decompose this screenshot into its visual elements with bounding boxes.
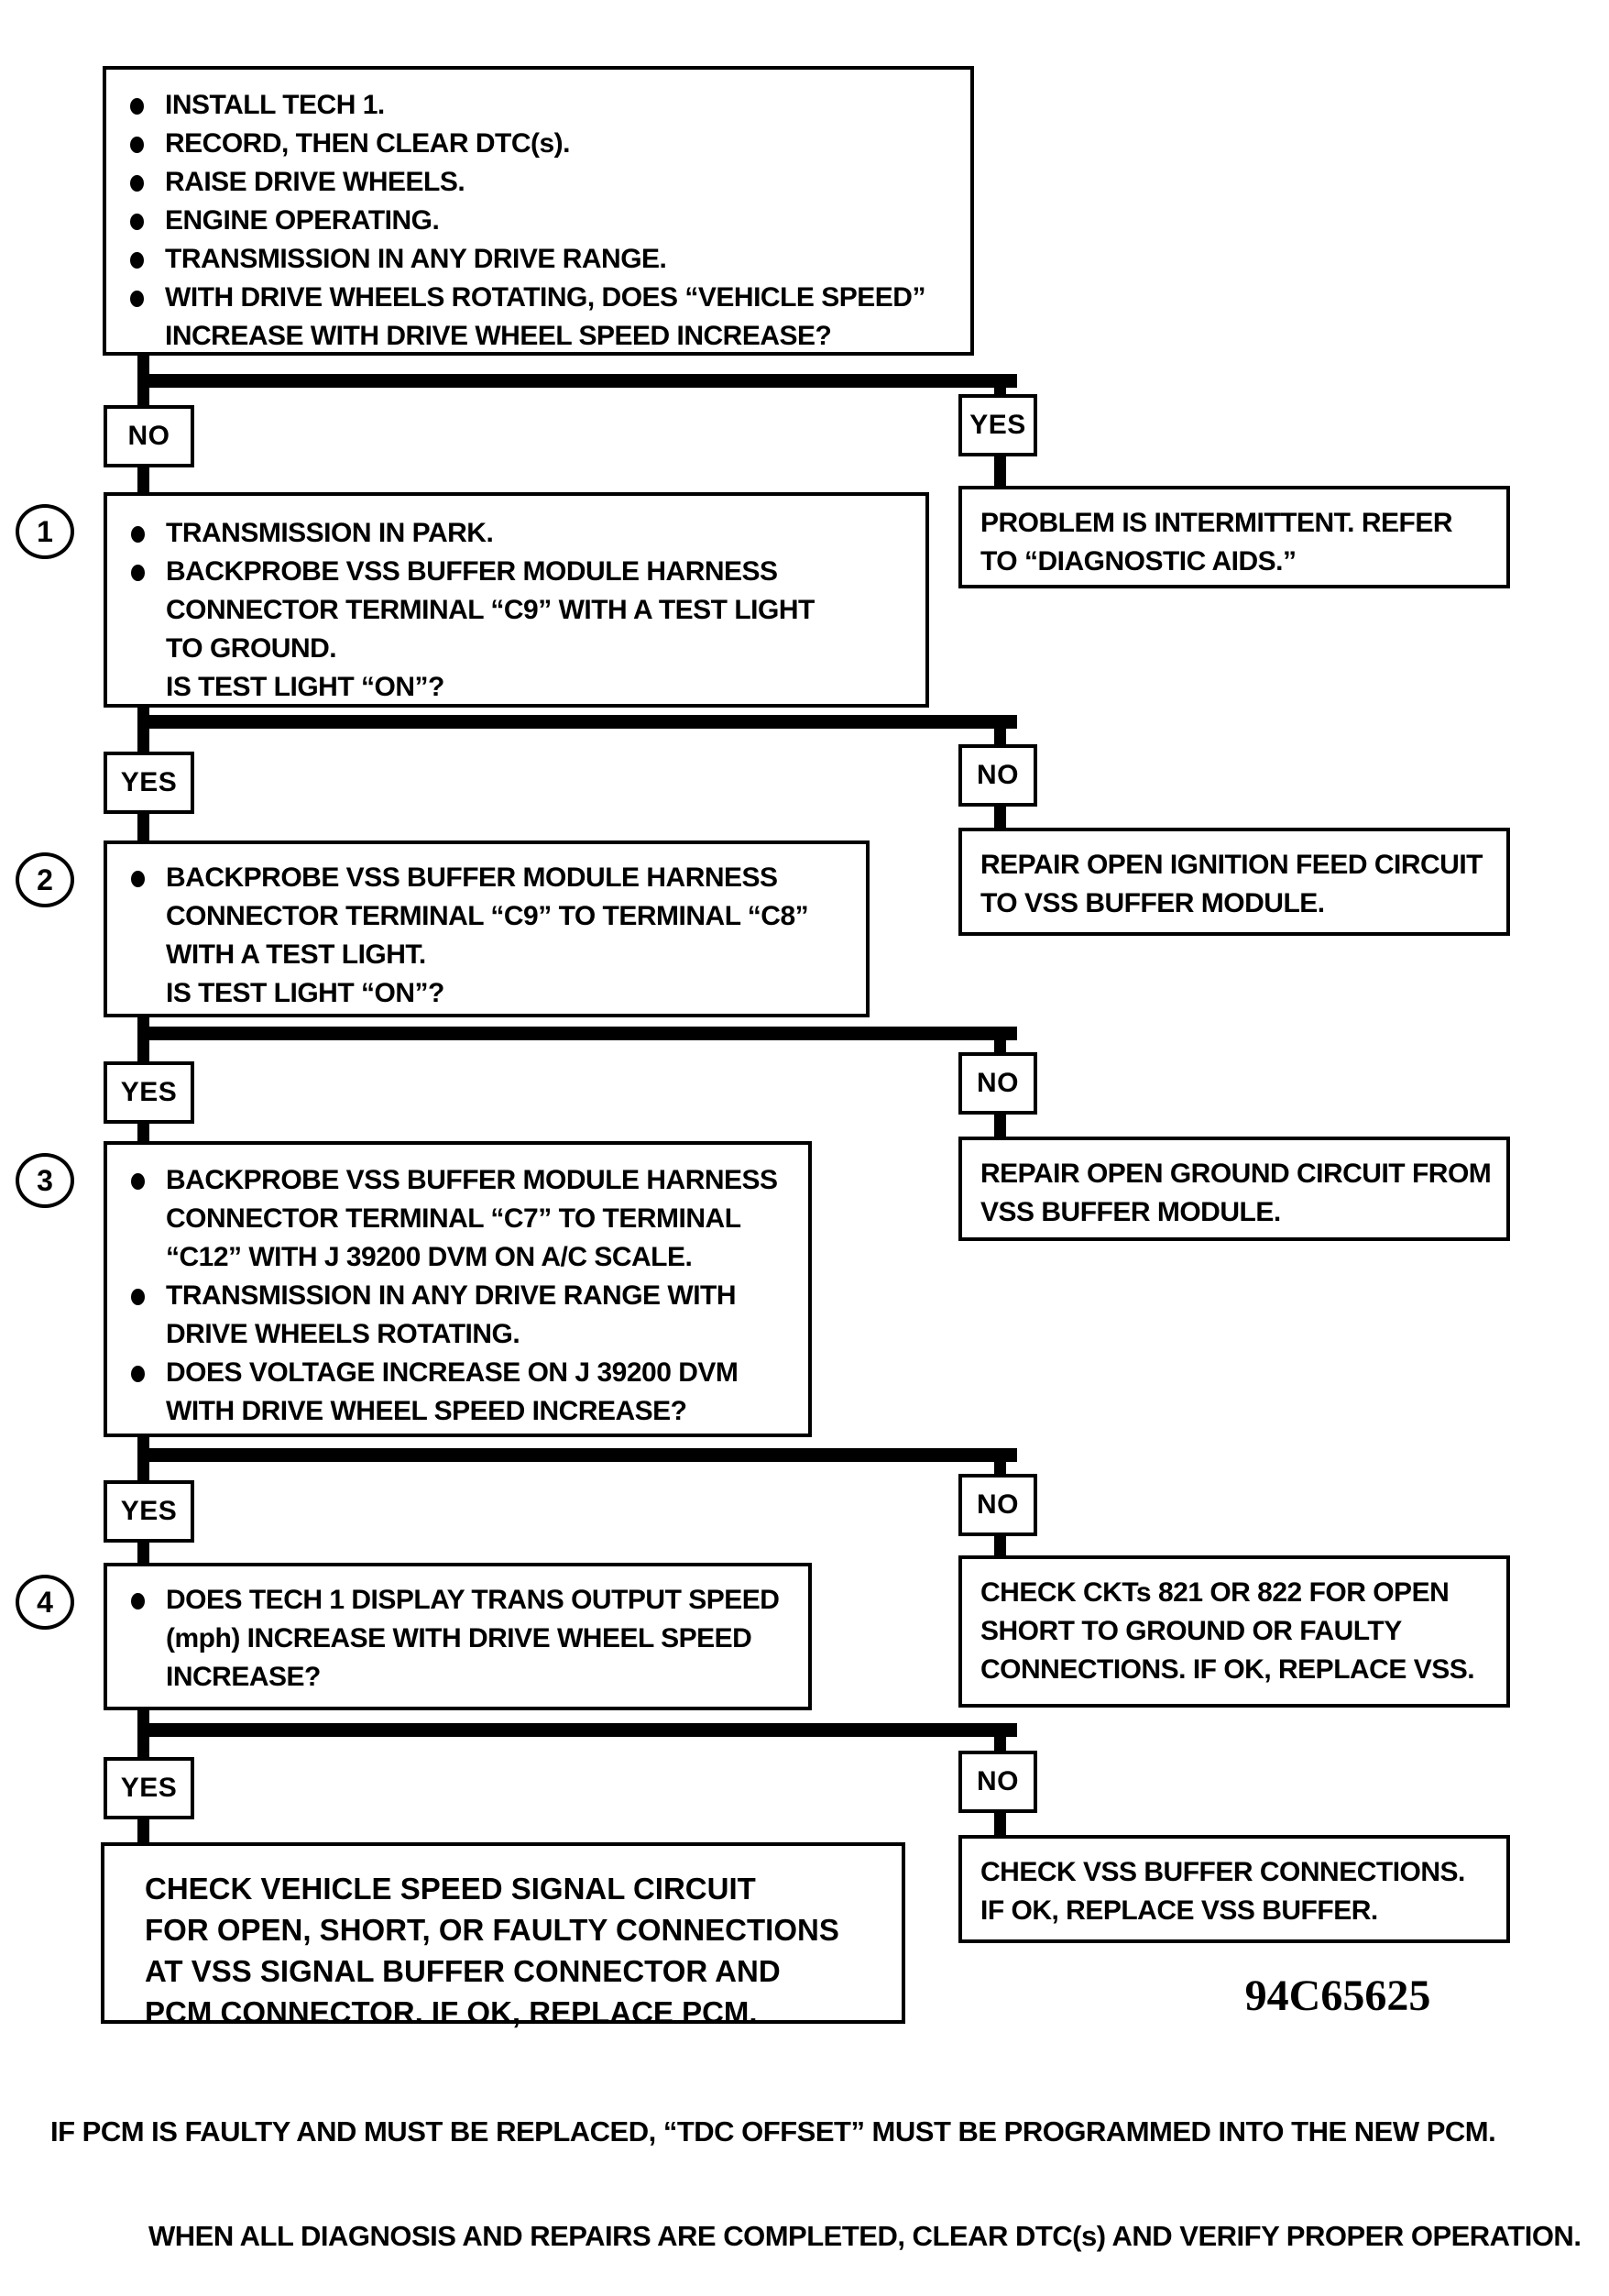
figure-code: 94C65625	[1244, 1972, 1431, 2020]
step-2-bullets	[107, 859, 829, 974]
step-box-4	[104, 1563, 812, 1710]
branch-label-yes-1: YES	[958, 394, 1037, 456]
start-bullet: TRANSMISSION IN ANY DRIVE RANGE.	[106, 240, 948, 279]
start-bullet: ENGINE OPERATING.	[106, 202, 948, 240]
result-box-intermittent: PROBLEM IS INTERMITTENT. REFER TO “DIAGNOSTIC AIDS.”	[958, 486, 1510, 588]
step-1-bullets	[107, 514, 834, 668]
connector-line	[994, 727, 1006, 744]
step-bullet: DOES TECH 1 DISPLAY TRANS OUTPUT SPEED (mph) INCREASE WITH DRIVE WHEEL SPEED INCREASE?	[107, 1581, 781, 1697]
start-bullet: INSTALL TECH 1.	[106, 86, 948, 125]
step-circle-4: 4	[16, 1575, 74, 1630]
start-bullet: WITH DRIVE WHEELS ROTATING, DOES “VEHICLE SPEED” INCREASE WITH DRIVE WHEEL SPEED INCREASE?	[106, 279, 948, 356]
connector-line	[994, 1115, 1006, 1137]
result-box-ground-circuit: REPAIR OPEN GROUND CIRCUIT FROM VSS BUFFER MODULE.	[958, 1137, 1510, 1241]
branch-label-yes-5: YES	[104, 1757, 194, 1819]
result-box-vss-buffer: CHECK VSS BUFFER CONNECTIONS. IF OK, REPLACE VSS BUFFER.	[958, 1835, 1510, 1943]
step-question: IS TEST LIGHT “ON”?	[166, 672, 444, 702]
step-bullet: BACKPROBE VSS BUFFER MODULE HARNESS CONNECTOR TERMINAL “C7” TO TERMINAL “C12” WITH J 39200 DVM ON A/C SCALE.	[107, 1161, 781, 1277]
step-question: IS TEST LIGHT “ON”?	[166, 978, 444, 1008]
connector-line	[994, 456, 1006, 486]
final-box-line: PCM CONNECTOR. IF OK, REPLACE PCM.	[145, 1995, 758, 2029]
connector-line	[137, 1016, 149, 1027]
connector-line	[994, 1038, 1006, 1052]
branch-label-yes-2: YES	[104, 752, 194, 814]
connector-line	[137, 1819, 149, 1842]
result-box-ckt-821-822: CHECK CKTs 821 OR 822 FOR OPEN SHORT TO GROUND OR FAULTY CONNECTIONS. IF OK, REPLACE VSS.	[958, 1555, 1510, 1708]
connector-line	[137, 1737, 149, 1757]
connector-line	[994, 1536, 1006, 1555]
connector-line	[137, 1543, 149, 1563]
footnote-pcm-tdc: IF PCM IS FAULTY AND MUST BE REPLACED, “TDC OFFSET” MUST BE PROGRAMMED INTO THE NEW PCM.	[50, 2115, 1496, 2148]
connector-line	[137, 1124, 149, 1141]
start-box	[103, 66, 974, 356]
branch-bar	[137, 374, 1017, 388]
result-box-ignition-feed: REPAIR OPEN IGNITION FEED CIRCUIT TO VSS BUFFER MODULE.	[958, 828, 1510, 936]
connector-line	[137, 706, 149, 715]
connector-line	[137, 1708, 149, 1723]
step-circle-3: 3	[16, 1153, 74, 1208]
connector-line	[994, 1813, 1006, 1835]
final-box-line: FOR OPEN, SHORT, OR FAULTY CONNECTIONS	[145, 1913, 839, 1947]
connector-line	[137, 354, 149, 374]
connector-line	[137, 1435, 149, 1448]
branch-label-no-5: NO	[958, 1751, 1037, 1813]
connector-line	[137, 1462, 149, 1480]
connector-line	[994, 1735, 1006, 1751]
step-4-bullets	[107, 1581, 781, 1697]
step-bullet: BACKPROBE VSS BUFFER MODULE HARNESS CONNECTOR TERMINAL “C9” TO TERMINAL “C8” WITH A TEST LIGHT.	[107, 859, 829, 974]
connector-line	[994, 807, 1006, 828]
connector-line	[137, 814, 149, 840]
start-bullet-list	[106, 86, 948, 356]
footnote-clear-dtc: WHEN ALL DIAGNOSIS AND REPAIRS ARE COMPLETED, CLEAR DTC(s) AND VERIFY PROPER OPERATION.	[148, 2220, 1582, 2252]
step-bullet: TRANSMISSION IN ANY DRIVE RANGE WITH DRIVE WHEELS ROTATING.	[107, 1277, 781, 1354]
branch-label-yes-3: YES	[104, 1061, 194, 1124]
branch-label-yes-4: YES	[104, 1480, 194, 1543]
connector-line	[137, 467, 149, 492]
final-box-line: CHECK VEHICLE SPEED SIGNAL CIRCUIT	[145, 1872, 756, 1906]
connector-line	[137, 1040, 149, 1061]
final-box-pcm	[101, 1842, 905, 2029]
branch-bar	[137, 1723, 1017, 1737]
branch-bar	[137, 1027, 1017, 1040]
final-box-line: AT VSS SIGNAL BUFFER CONNECTOR AND	[145, 1954, 781, 1988]
step-circle-1: 1	[16, 504, 74, 559]
step-3-bullets	[107, 1161, 781, 1431]
step-circle-2: 2	[16, 852, 74, 907]
step-bullet: BACKPROBE VSS BUFFER MODULE HARNESS CONNECTOR TERMINAL “C9” WITH A TEST LIGHT TO GROUND.	[107, 553, 834, 668]
connector-line	[137, 729, 149, 752]
branch-bar	[137, 1448, 1017, 1462]
branch-label-no-2: NO	[958, 744, 1037, 807]
step-box-2	[104, 840, 870, 1017]
step-box-1	[104, 492, 929, 708]
step-bullet: TRANSMISSION IN PARK.	[107, 514, 834, 553]
branch-label-no-1: NO	[104, 405, 194, 467]
start-bullet: RECORD, THEN CLEAR DTC(s).	[106, 125, 948, 163]
connector-line	[994, 1460, 1006, 1474]
branch-bar	[137, 715, 1017, 729]
connector-line	[137, 388, 149, 405]
branch-label-no-4: NO	[958, 1474, 1037, 1536]
step-box-3	[104, 1141, 812, 1437]
branch-label-no-3: NO	[958, 1052, 1037, 1115]
step-bullet: DOES VOLTAGE INCREASE ON J 39200 DVM WITH DRIVE WHEEL SPEED INCREASE?	[107, 1354, 781, 1431]
start-bullet: RAISE DRIVE WHEELS.	[106, 163, 948, 202]
